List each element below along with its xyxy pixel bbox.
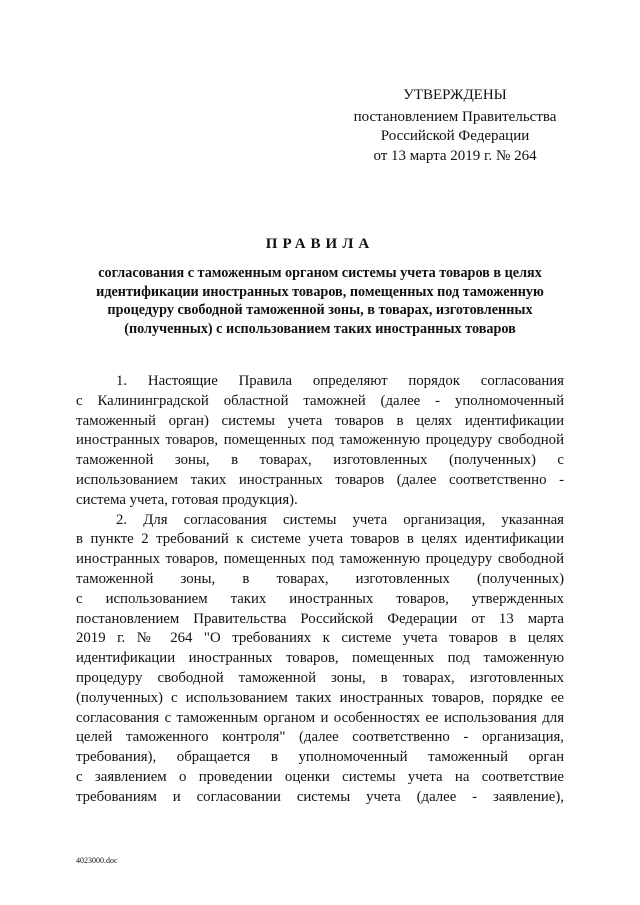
document-subtitle bbox=[76, 264, 564, 338]
text-line: 1. Настоящие Правила определяют порядок согласования bbox=[116, 373, 564, 389]
text-line: иностранных товаров, помещенных под таможенную процедуру свободной bbox=[76, 551, 564, 568]
approval-heading: УТВЕРЖДЕНЫ bbox=[403, 87, 507, 103]
text-line: целей таможенного контроля" (далее соответственно - организация, bbox=[76, 729, 564, 746]
document-body bbox=[76, 372, 564, 808]
text-line: таможенной зоны, в товарах, изготовленных (полученных) с bbox=[76, 452, 564, 469]
text-line: постановлением Правительства Российской Федерации от 13 марта bbox=[76, 610, 564, 627]
text-line: 2019 г. № 264 "О требованиях к системе учета товаров в целях bbox=[76, 630, 564, 647]
text-line: таможенной зоны, в товарах, изготовленных (полученных) bbox=[76, 570, 564, 587]
text-line: процедуру свободной таможенной зоны, в товарах, изготовленных bbox=[76, 669, 564, 686]
subtitle-line: согласования с таможенным органом системы учета товаров в целях bbox=[98, 265, 542, 281]
text-line: система учета, готовая продукция). bbox=[76, 491, 298, 508]
text-line: идентификации иностранных товаров, помещенных под таможенную bbox=[76, 650, 564, 667]
text-line: 2. Для согласования системы учета организация, указанная bbox=[116, 511, 564, 528]
text-line: (полученных) с использованием таких иностранных товаров, порядке ее bbox=[76, 689, 564, 706]
text-line: таможенный орган) системы учета товаров в целях идентификации bbox=[76, 412, 564, 429]
approval-line: от 13 марта 2019 г. № 264 bbox=[373, 147, 537, 164]
text-line: в пункте 2 требований к системе учета товаров в целях идентификации bbox=[76, 531, 564, 548]
file-name-footer: 4023000.doc bbox=[76, 856, 118, 865]
subtitle-line: процедуру свободной таможенной зоны, в товарах, изготовленных bbox=[107, 302, 533, 319]
text-line: требованиям и согласовании системы учета (далее - заявление), bbox=[76, 788, 564, 805]
text-line: согласования с таможенным органом и особенностях ее использования для bbox=[76, 709, 564, 726]
approval-line: постановлением Правительства bbox=[353, 108, 557, 125]
text-line: требования), обращается в уполномоченный таможенный орган bbox=[76, 749, 564, 766]
document-title: ПРАВИЛА bbox=[265, 236, 375, 252]
text-line: с заявлением о проведении оценки системы учета на соответствие bbox=[76, 768, 564, 785]
subtitle-line: идентификации иностранных товаров, помещенных под таможенную bbox=[96, 283, 544, 300]
text-line: иностранных товаров, помещенных под таможенную процедуру свободной bbox=[76, 432, 564, 449]
approval-block bbox=[330, 86, 580, 166]
approval-line: Российской Федерации bbox=[380, 128, 530, 144]
text-line: с использованием таких иностранных товаров, утвержденных bbox=[76, 590, 564, 607]
paragraph-2 bbox=[76, 511, 564, 808]
text-line: с Калининградской областной таможней (далее - уполномоченный bbox=[76, 392, 564, 409]
subtitle-line: (полученных) с использованием таких иностранных товаров bbox=[124, 320, 516, 337]
paragraph-1 bbox=[76, 372, 564, 511]
text-line: использованием таких иностранных товаров (далее соответственно - bbox=[76, 471, 564, 488]
